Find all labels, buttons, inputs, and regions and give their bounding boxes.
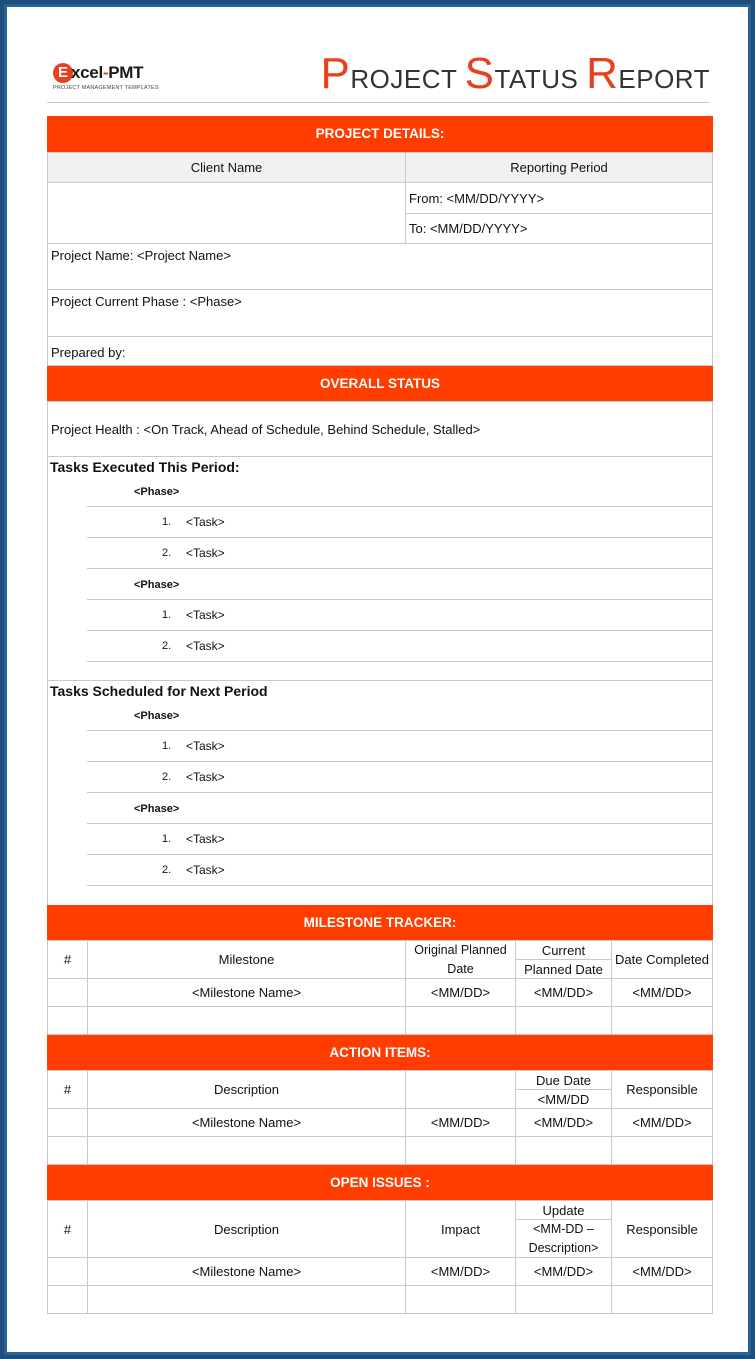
phase-label: <Phase> — [134, 486, 180, 498]
col-impact: Impact — [405, 1200, 516, 1258]
logo-tagline: PROJECT MANAGEMENT TEMPLATES — [53, 85, 159, 91]
table-cell[interactable] — [611, 1285, 713, 1314]
project-details-heading: PROJECT DETAILS: — [47, 116, 713, 152]
phase-label: <Phase> — [134, 803, 180, 815]
col-update-mid: <MM-DD – — [533, 1221, 594, 1236]
logo-name: xcel-PMT — [71, 63, 144, 82]
task-label[interactable]: <Task> — [186, 546, 225, 560]
col-blank — [405, 1070, 516, 1109]
table-cell[interactable] — [611, 1136, 713, 1165]
table-cell[interactable] — [87, 1006, 406, 1035]
table-cell[interactable] — [515, 1136, 612, 1165]
section-divider — [47, 680, 713, 681]
action-items-heading: ACTION ITEMS: — [47, 1035, 713, 1071]
issue-description[interactable]: <Milestone Name> — [87, 1257, 406, 1286]
table-cell[interactable] — [515, 1285, 612, 1314]
task-number: 1. — [162, 740, 172, 752]
row-line — [87, 537, 713, 538]
row-line — [87, 885, 713, 886]
action-responsible[interactable]: <MM/DD> — [611, 1108, 713, 1137]
row-line — [87, 730, 713, 731]
col-update-bottom — [515, 1219, 612, 1258]
completed-date[interactable]: <MM/DD> — [611, 978, 713, 1007]
project-name-row[interactable] — [47, 243, 713, 290]
reporting-from[interactable]: From: <MM/DD/YYYY> — [405, 182, 713, 214]
table-cell[interactable] — [405, 1006, 516, 1035]
task-label[interactable]: <Task> — [186, 832, 225, 846]
task-label[interactable]: <Task> — [186, 608, 225, 622]
row-line — [87, 506, 713, 507]
table-cell[interactable] — [87, 1136, 406, 1165]
col-original-planned-date: Original Planned Date — [405, 940, 516, 979]
task-number: 2. — [162, 640, 172, 652]
row-line — [87, 823, 713, 824]
table-cell[interactable] — [611, 1006, 713, 1035]
brand-logo — [53, 63, 159, 99]
table-cell[interactable] — [47, 1285, 88, 1314]
issue-responsible[interactable]: <MM/DD> — [611, 1257, 713, 1286]
issue-impact[interactable]: <MM/DD> — [405, 1257, 516, 1286]
table-cell[interactable] — [47, 1257, 88, 1286]
col-number: # — [47, 1200, 88, 1258]
row-line — [87, 599, 713, 600]
task-number: 2. — [162, 864, 172, 876]
table-cell[interactable] — [47, 1108, 88, 1137]
table-cell[interactable] — [87, 1285, 406, 1314]
col-update-desc: Description> — [528, 1240, 599, 1255]
task-number: 1. — [162, 516, 172, 528]
col-number: # — [47, 1070, 88, 1109]
issue-update[interactable]: <MM/DD> — [515, 1257, 612, 1286]
table-cell[interactable] — [405, 1285, 516, 1314]
col-current-top: Current — [515, 940, 612, 960]
header-divider — [47, 102, 709, 103]
row-line — [87, 792, 713, 793]
row-line — [87, 761, 713, 762]
task-label[interactable]: <Task> — [186, 639, 225, 653]
reporting-period-label: Reporting Period — [405, 152, 713, 183]
reporting-to[interactable]: To: <MM/DD/YYYY> — [405, 213, 713, 244]
milestone-tracker-heading: MILESTONE TRACKER: — [47, 905, 713, 941]
report-page — [7, 7, 748, 1352]
open-issues-heading: OPEN ISSUES : — [47, 1165, 713, 1201]
tasks-executed-heading: Tasks Executed This Period: — [50, 459, 240, 475]
page-frame — [4, 4, 751, 1355]
row-line — [87, 854, 713, 855]
milestone-name[interactable]: <Milestone Name> — [87, 978, 406, 1007]
col-milestone: Milestone — [87, 940, 406, 979]
client-name-value[interactable] — [47, 182, 406, 244]
project-health[interactable]: Project Health : <On Track, Ahead of Schedule, Behind Schedule, Stalled> — [47, 401, 713, 457]
tasks-scheduled-heading: Tasks Scheduled for Next Period — [50, 683, 268, 699]
overall-status-heading: OVERALL STATUS — [47, 366, 713, 402]
task-number: 2. — [162, 547, 172, 559]
col-current-bottom: Planned Date — [515, 959, 612, 979]
col-responsible: Responsible — [611, 1200, 713, 1258]
current-phase-row[interactable] — [47, 289, 713, 337]
task-number: 1. — [162, 833, 172, 845]
task-label[interactable]: <Task> — [186, 770, 225, 784]
task-number: 1. — [162, 609, 172, 621]
col-due-date-top: Due Date — [515, 1070, 612, 1090]
task-label[interactable]: <Task> — [186, 863, 225, 877]
col-date-completed: Date Completed — [611, 940, 713, 979]
prepared-by-row[interactable] — [47, 336, 713, 366]
task-number: 2. — [162, 771, 172, 783]
col-description: Description — [87, 1070, 406, 1109]
row-line — [87, 661, 713, 662]
task-label[interactable]: <Task> — [186, 515, 225, 529]
col-update-top: Update — [515, 1200, 612, 1220]
logo-mark-icon: E — [53, 63, 73, 83]
table-cell[interactable] — [405, 1136, 516, 1165]
original-date[interactable]: <MM/DD> — [405, 978, 516, 1007]
prepared-by: Prepared by: — [51, 345, 126, 360]
action-date[interactable]: <MM/DD> — [405, 1108, 516, 1137]
page-title: PROJECT STATUS REPORT — [320, 49, 710, 98]
row-line — [87, 630, 713, 631]
client-name-label: Client Name — [47, 152, 406, 183]
row-line — [87, 568, 713, 569]
phase-label: <Phase> — [134, 579, 180, 591]
project-name: Project Name: <Project Name> — [51, 248, 231, 263]
action-description[interactable]: <Milestone Name> — [87, 1108, 406, 1137]
phase-label: <Phase> — [134, 710, 180, 722]
col-responsible: Responsible — [611, 1070, 713, 1109]
project-current-phase: Project Current Phase : <Phase> — [51, 294, 242, 309]
current-date[interactable]: <MM/DD> — [515, 978, 612, 1007]
table-cell[interactable] — [47, 1006, 88, 1035]
col-description: Description — [87, 1200, 406, 1258]
task-label[interactable]: <Task> — [186, 739, 225, 753]
table-cell[interactable] — [47, 1136, 88, 1165]
table-cell[interactable] — [47, 978, 88, 1007]
col-number: # — [47, 940, 88, 979]
table-cell[interactable] — [515, 1006, 612, 1035]
col-due-date-bottom: <MM/DD — [515, 1089, 612, 1109]
action-due-date[interactable]: <MM/DD> — [515, 1108, 612, 1137]
